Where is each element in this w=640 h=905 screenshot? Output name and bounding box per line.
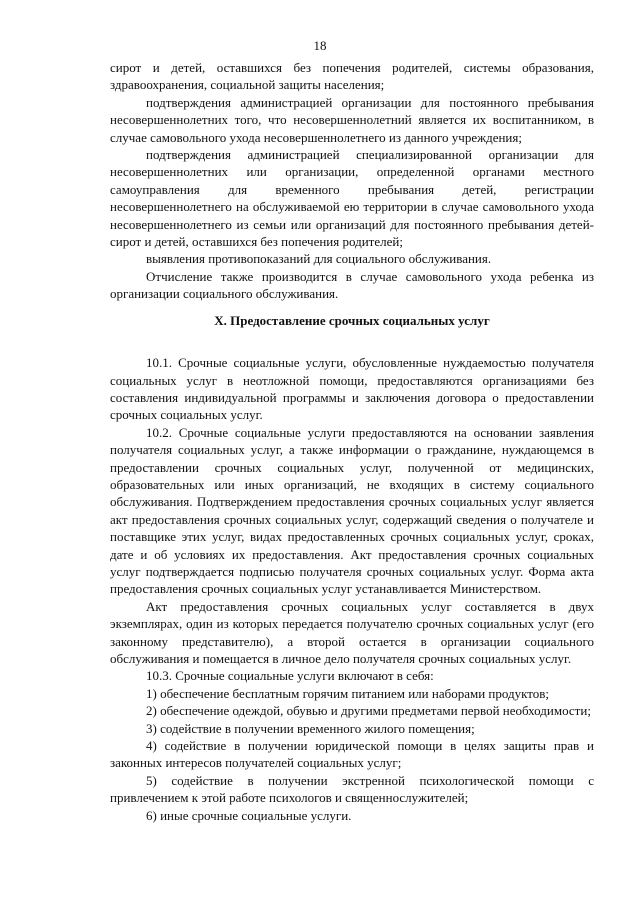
paragraph: подтверждения администрацией организации для постоянного пребывания несовершеннолетних того, что несовершеннолетний является их воспитанником, в случае самовольного ухода несовершеннолетнего из данного учреждения; xyxy=(110,94,594,145)
list-item: 5) содействие в получении экстренной психологической помощи с привлечением к этой работе психологов и священнослужителей; xyxy=(110,772,594,806)
paragraph: Акт предоставления срочных социальных услуг составляется в двух экземплярах, один из которых передается получателю срочных социальных услуг (его законному представителю), а второй остается в организации социального обслуживания и помещается в личное дело получателя срочных социальных услуг. xyxy=(110,598,594,666)
section-heading: X. Предоставление срочных социальных услуг xyxy=(214,312,490,328)
document-body xyxy=(110,59,594,824)
paragraph: 10.2. Срочные социальные услуги предоставляются на основании заявления получателя социальных услуг, а также информации о гражданине, нуждающемся в предоставлении срочных социальных услуг, полученной от медицинских, образовательных или иных организаций, не входящих в систему социального обслуживания. Подтверждением предоставления срочных социальных услуг является акт предоставления срочных социальных услуг, содержащий сведения о получателе и поставщике этих услуг, видах предоставленных срочных социальных услуг, сроках, дате и об условиях их предоставления. Акт предоставления срочных социальных услуг подтверждается подписью получателя срочных социальных услуг. Форма акта предоставления срочных социальных услуг устанавливается Министерством. xyxy=(110,424,594,597)
paragraph: подтверждения администрацией специализированной организации для несовершеннолетних или организации, определенной органами местного самоуправления для временного пребывания детей, регистрации несовершеннолетнего на обслуживаемой ею территории в случае самовольного ухода несовершеннолетнего из семьи или организаций для постоянного пребывания детей-сирот и детей, оставшихся без попечения родителей; xyxy=(110,147,594,250)
list-item: 3) содействие в получении временного жилого помещения; xyxy=(146,720,475,736)
page-number: 18 xyxy=(313,38,327,53)
list-item: 1) обеспечение бесплатным горячим питанием или наборами продуктов; xyxy=(146,685,550,701)
paragraph: выявления противопоказаний для социального обслуживания. xyxy=(146,251,492,267)
paragraph: 10.1. Срочные социальные услуги, обусловленные нуждаемостью получателя социальных услуг в неотложной помощи, предоставляются организациями без составления индивидуальной программы и заключения договора о предоставлении срочных социальных услуг. xyxy=(110,355,594,423)
paragraph: Отчисление также производится в случае самовольного ухода ребенка из организации социального обслуживания. xyxy=(110,268,594,302)
list-item: 2) обеспечение одеждой, обувью и другими предметами первой необходимости; xyxy=(146,703,591,719)
list-item: 6) иные срочные социальные услуги. xyxy=(146,807,352,823)
list-item: 4) содействие в получении юридической помощи в целях защиты прав и законных интересов получателей социальных услуг; xyxy=(110,738,594,771)
list-intro: 10.3. Срочные социальные услуги включают в себя: xyxy=(146,668,434,684)
paragraph: сирот и детей, оставшихся без попечения родителей, системы образования, здравоохранения, социальной защиты населения; xyxy=(110,60,594,93)
